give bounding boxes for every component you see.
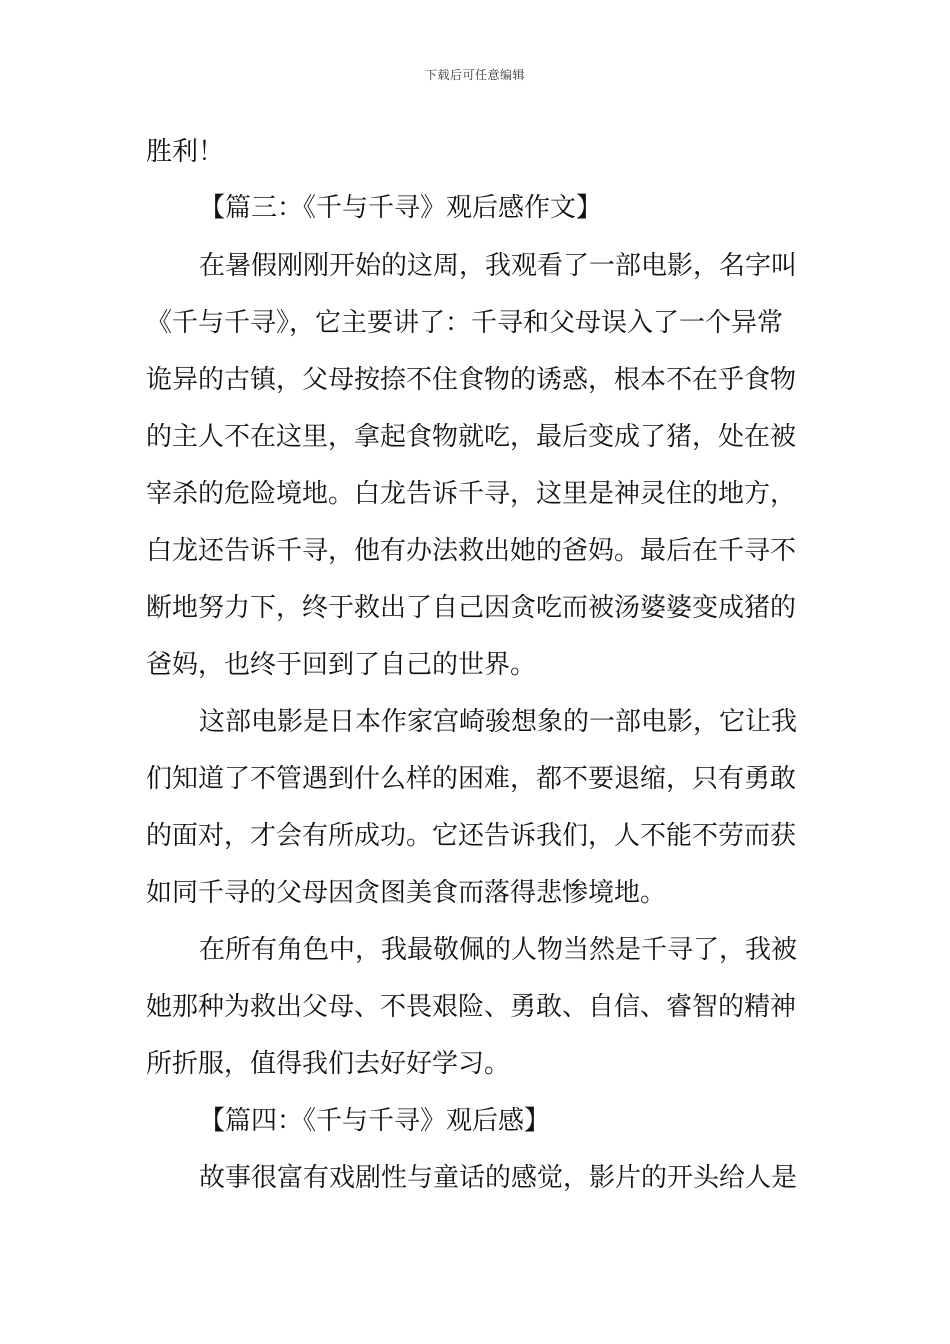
text-line: 胜利！	[146, 137, 225, 167]
section-heading: 【篇三：《千与千寻》观后感作文】	[199, 193, 603, 223]
paragraph-line: 诡异的古镇，父母按捺不住食物的诱惑，根本不在乎食物	[146, 365, 797, 395]
paragraph-line: 的面对，才会有所成功。它还告诉我们，人不能不劳而获	[146, 821, 797, 851]
paragraph-line: 所折服，值得我们去好好学习。	[146, 1049, 511, 1079]
paragraph-line: 如同千寻的父母因贪图美食而落得悲惨境地。	[146, 878, 667, 908]
paragraph-line: 宰杀的危险境地。白龙告诉千寻，这里是神灵住的地方，	[146, 479, 797, 509]
paragraph-line: 断地努力下，终于救出了自己因贪吃而被汤婆婆变成猪的	[146, 593, 797, 623]
paragraph-line: 爸妈，也终于回到了自己的世界。	[146, 650, 537, 680]
paragraph-line: 白龙还告诉千寻，他有办法救出她的爸妈。最后在千寻不	[146, 536, 797, 566]
paragraph-line: 在所有角色中，我最敬佩的人物当然是千寻了，我被	[199, 935, 798, 965]
paragraph-line: 的主人不在这里，拿起食物就吃，最后变成了猪，处在被	[146, 422, 797, 452]
paragraph-line: 在暑假刚刚开始的这周，我观看了一部电影，名字叫	[199, 251, 798, 281]
paragraph-line: 故事很富有戏剧性与童话的感觉，影片的开头给人是	[199, 1163, 798, 1193]
paragraph-line: 这部电影是日本作家宫崎骏想象的一部电影，它让我	[199, 707, 798, 737]
section-heading: 【篇四：《千与千寻》观后感】	[199, 1106, 551, 1136]
paragraph-line: 她那种为救出父母、不畏艰险、勇敢、自信、睿智的精神	[146, 992, 797, 1022]
paragraph-line: 们知道了不管遇到什么样的困难，都不要退缩，只有勇敢	[146, 764, 797, 794]
page-header-note: 下载后可任意编辑	[424, 68, 525, 82]
paragraph-line: 《千与千寻》，它主要讲了：千寻和父母误入了一个异常	[146, 308, 784, 338]
